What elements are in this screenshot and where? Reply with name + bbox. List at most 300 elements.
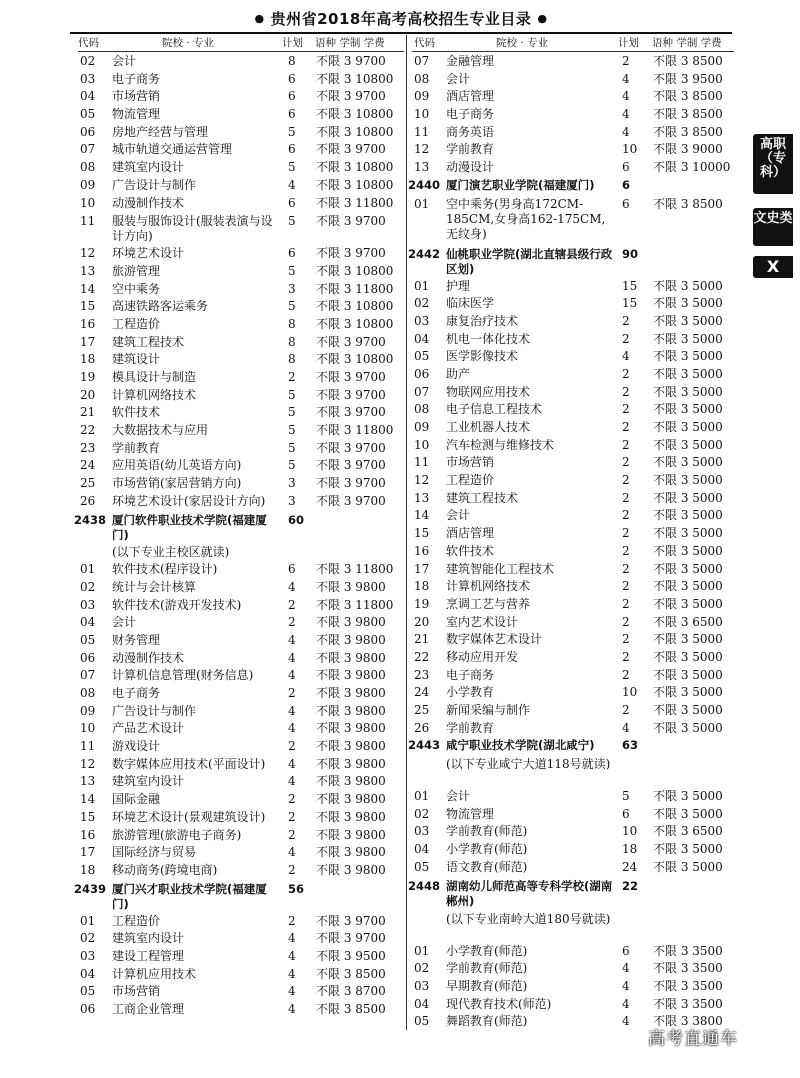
- name-cell: 建设工程管理: [112, 948, 185, 963]
- name-cell: 会计: [112, 54, 137, 68]
- info-cell: 不限 3 5000: [653, 859, 723, 874]
- name-cell: 电子商务: [112, 71, 161, 86]
- code-cell: 02: [414, 961, 430, 976]
- table-row: [412, 684, 734, 702]
- code-cell: 01: [414, 943, 430, 958]
- table-row: [78, 351, 404, 369]
- plan-cell: 4: [288, 756, 296, 771]
- table-row: [78, 440, 404, 458]
- code-cell: 03: [414, 978, 430, 993]
- info-cell: 不限 3 5000: [653, 667, 723, 682]
- info-cell: 不限 3 6500: [653, 824, 723, 839]
- info-cell: 不限 3 5000: [653, 561, 723, 576]
- name-cell: 移动商务(跨境电商): [112, 862, 218, 877]
- plan-cell: 4: [288, 650, 296, 665]
- code-cell: 16: [414, 543, 430, 558]
- info-cell: 不限 3 9500: [316, 948, 386, 963]
- table-row: [78, 387, 404, 405]
- name-cell: 电子商务: [112, 686, 161, 700]
- plan-cell: 8: [288, 54, 296, 68]
- code-cell: 01: [414, 789, 430, 804]
- plan-cell: 2: [622, 455, 630, 470]
- table-row: [412, 53, 734, 71]
- name-cell: 学前教育(师范): [446, 961, 528, 976]
- name-cell: 建筑室内设计: [112, 774, 185, 789]
- info-cell: 不限 3 11800: [316, 281, 394, 296]
- plan-cell: 4: [288, 632, 296, 647]
- table-row: [78, 124, 404, 142]
- name-cell: 工业机器人技术: [446, 420, 531, 434]
- code-cell: 05: [80, 632, 96, 647]
- info-cell: 不限 3 5000: [653, 313, 723, 328]
- plan-cell: 2: [622, 402, 630, 417]
- plan-cell: 2: [288, 862, 296, 877]
- plan-cell: 6: [288, 107, 296, 122]
- plan-cell: 10: [622, 824, 638, 839]
- plan-cell: 6: [288, 142, 296, 157]
- plan-cell: 2: [622, 366, 630, 381]
- plan-cell: 4: [288, 668, 296, 683]
- note-row: [412, 755, 734, 788]
- col-info-label: 语种 学制 学费: [315, 37, 385, 49]
- table-row: [78, 930, 404, 948]
- info-cell: 不限 3 5000: [653, 720, 723, 735]
- right-rows: [408, 53, 734, 1031]
- name-cell: 小学教育: [446, 685, 495, 700]
- name-cell: 厦门演艺职业学院(福建厦门): [446, 177, 595, 192]
- code-cell: 16: [80, 827, 96, 842]
- table-row: [78, 298, 404, 316]
- table-row: [412, 106, 734, 124]
- name-cell: 物流管理: [446, 806, 495, 821]
- code-cell: 08: [80, 160, 96, 175]
- info-cell: 不限 3 5000: [653, 789, 723, 804]
- code-cell: 10: [414, 437, 430, 452]
- info-cell: 不限 3 5000: [653, 490, 723, 505]
- info-cell: 不限 3 9800: [316, 739, 386, 754]
- plan-cell: 4: [622, 71, 630, 86]
- plan-cell: 2: [622, 632, 630, 647]
- school-row: [408, 737, 734, 755]
- code-cell: 01: [80, 562, 96, 577]
- code-cell: 18: [414, 579, 430, 594]
- table-row: [78, 913, 404, 931]
- table-row: [78, 632, 404, 650]
- info-cell: 不限 3 9800: [316, 721, 386, 736]
- table-row: [412, 823, 734, 841]
- info-cell: 不限 3 5000: [653, 473, 723, 488]
- name-cell: 现代教育技术(师范): [446, 996, 552, 1011]
- col-name-label: 院校 · 专业: [162, 37, 215, 49]
- name-cell: 应用英语(幼儿英语方向): [112, 458, 242, 473]
- plan-cell: 2: [622, 508, 630, 523]
- table-row: [78, 245, 404, 263]
- plan-cell: 4: [288, 948, 296, 963]
- plan-cell: 2: [622, 561, 630, 576]
- code-cell: 19: [80, 370, 96, 384]
- table-row: [412, 720, 734, 738]
- table-row: [78, 948, 404, 966]
- plan-cell: 4: [288, 721, 296, 736]
- name-cell: 模具设计与制造: [112, 370, 197, 384]
- plan-cell: 2: [622, 384, 630, 399]
- code-cell: 2438: [74, 512, 107, 527]
- code-cell: 08: [414, 71, 430, 86]
- table-row: [412, 159, 734, 177]
- code-cell: 05: [80, 984, 96, 999]
- table-row: [78, 827, 404, 845]
- table-row: [412, 649, 734, 667]
- table-row: [78, 1001, 404, 1019]
- info-cell: 不限 3 5000: [653, 579, 723, 594]
- table-row: [78, 809, 404, 827]
- name-cell: 空中乘务: [112, 281, 161, 296]
- name-cell: 数字媒体应用技术(平面设计): [112, 756, 266, 771]
- code-cell: 12: [414, 473, 430, 488]
- plan-cell: 15: [622, 278, 638, 293]
- table-row: [78, 720, 404, 738]
- info-cell: 不限 3 9800: [316, 703, 386, 718]
- name-cell: 软件技术(游戏开发技术): [112, 597, 242, 612]
- table-row: [412, 313, 734, 331]
- info-cell: 不限 3 5000: [653, 806, 723, 821]
- name-cell: 统计与会计核算: [112, 579, 197, 594]
- code-cell: 20: [80, 387, 96, 402]
- name-cell: 汽车检测与维修技术: [446, 437, 555, 452]
- info-cell: 不限 3 5000: [653, 402, 723, 417]
- plan-cell: 4: [288, 579, 296, 594]
- plan-cell: 2: [288, 913, 296, 928]
- col-plan-label: 计划: [282, 37, 303, 49]
- info-cell: 不限 3 5000: [653, 543, 723, 558]
- plan-cell: 6: [622, 196, 630, 211]
- bullet-left-icon: ●: [254, 12, 265, 25]
- tab-arts-history[interactable]: 文史类: [753, 208, 793, 246]
- name-cell: 环境艺术设计(家居设计方向): [112, 493, 266, 508]
- info-cell: 不限 3 9700: [316, 54, 386, 68]
- table-row: [412, 472, 734, 490]
- name-cell: 新闻采编与制作: [446, 703, 531, 717]
- table-row: [78, 791, 404, 809]
- table-row: [412, 841, 734, 859]
- info-cell: 不限 3 9800: [316, 632, 386, 647]
- name-cell: 电子商务: [446, 107, 495, 122]
- info-cell: 不限 3 9800: [316, 774, 386, 789]
- code-cell: 08: [80, 686, 96, 700]
- info-cell: 不限 3 10800: [316, 263, 394, 278]
- column-divider: [406, 35, 407, 1030]
- plan-cell: 6: [622, 943, 630, 958]
- name-cell: 语文教育(师范): [446, 859, 528, 874]
- school-row: [408, 877, 734, 910]
- name-cell: 建筑智能化工程技术: [446, 561, 555, 576]
- plan-cell: 2: [622, 331, 630, 346]
- code-cell: 25: [80, 476, 96, 491]
- table-row: [412, 614, 734, 632]
- table-row: [412, 278, 734, 296]
- left-column: [74, 35, 404, 1019]
- name-cell: 移动应用开发: [446, 649, 519, 664]
- table-row: [78, 579, 404, 597]
- code-cell: 12: [414, 142, 430, 157]
- info-cell: 不限 3 5000: [653, 842, 723, 857]
- name-cell: 国际经济与贸易: [112, 845, 197, 860]
- left-column-header: [78, 35, 404, 52]
- code-cell: 15: [414, 526, 430, 541]
- col-plan-label: 计划: [618, 37, 639, 49]
- plan-cell: 5: [288, 160, 296, 175]
- plan-cell: 4: [288, 984, 296, 999]
- plan-cell: 6: [288, 71, 296, 86]
- plan-cell: 4: [288, 774, 296, 789]
- code-cell: 04: [414, 996, 430, 1011]
- name-cell: (以下专业南岭大道180号就读): [446, 911, 611, 926]
- table-row: [412, 141, 734, 159]
- name-cell: 游戏设计: [112, 739, 161, 754]
- col-code-label: 代码: [78, 37, 99, 49]
- name-cell: 计算机信息管理(财务信息): [112, 668, 254, 683]
- table-row: [78, 983, 404, 1001]
- table-row: [78, 703, 404, 721]
- info-cell: 不限 3 9800: [316, 827, 386, 842]
- code-cell: 08: [414, 402, 430, 417]
- code-cell: 23: [414, 667, 430, 682]
- name-cell: 金融管理: [446, 54, 495, 68]
- name-cell: 服装与服饰设计(服装表演与设计方向): [112, 214, 273, 244]
- name-cell: 计算机网络技术: [112, 387, 197, 402]
- info-cell: 不限 3 9800: [316, 792, 386, 807]
- name-cell: (以下专业咸宁大道118号就读): [446, 757, 611, 772]
- name-cell: 早期教育(师范): [446, 978, 528, 993]
- name-cell: 小学教育(师范): [446, 943, 528, 958]
- info-cell: 不限 3 8500: [653, 54, 723, 68]
- code-cell: 11: [414, 455, 430, 470]
- table-row: [78, 561, 404, 579]
- info-cell: 不限 3 9000: [653, 142, 723, 157]
- table-row: [78, 844, 404, 862]
- name-cell: 建筑设计: [112, 352, 161, 367]
- code-cell: 10: [80, 195, 96, 210]
- code-cell: 26: [414, 720, 430, 735]
- name-cell: 计算机网络技术: [446, 579, 531, 594]
- name-cell: 旅游管理(旅游电子商务): [112, 827, 242, 842]
- code-cell: 04: [414, 331, 430, 346]
- plan-cell: 4: [622, 978, 630, 993]
- name-cell: 助产: [446, 366, 471, 381]
- table-row: [78, 71, 404, 89]
- name-cell: 大数据技术与应用: [112, 423, 209, 438]
- code-cell: 03: [80, 948, 96, 963]
- table-row: [78, 141, 404, 159]
- code-cell: 24: [80, 458, 96, 473]
- name-cell: 商务英语: [446, 124, 495, 139]
- right-column: [408, 35, 734, 1031]
- code-cell: 26: [80, 493, 96, 508]
- table-row: [412, 525, 734, 543]
- name-cell: 高速铁路客运乘务: [112, 299, 209, 314]
- name-cell: 学前教育: [446, 720, 495, 735]
- school-row: [408, 245, 734, 278]
- name-cell: 临床医学: [446, 296, 495, 311]
- plan-cell: 6: [622, 160, 630, 175]
- table-row: [412, 195, 734, 245]
- plan-cell: 5: [622, 789, 630, 804]
- plan-cell: 24: [622, 859, 638, 874]
- table-row: [412, 401, 734, 419]
- table-row: [78, 106, 404, 124]
- name-cell: 烹调工艺与营养: [446, 596, 531, 611]
- plan-cell: 2: [622, 526, 630, 541]
- table-row: [412, 490, 734, 508]
- table-row: [412, 578, 734, 596]
- tab-x[interactable]: X: [753, 256, 793, 278]
- code-cell: 13: [80, 774, 96, 789]
- code-cell: 17: [414, 561, 430, 576]
- name-cell: 酒店管理: [446, 89, 495, 104]
- name-cell: 环境艺术设计: [112, 246, 185, 261]
- table-row: [78, 493, 404, 511]
- code-cell: 03: [80, 71, 96, 86]
- name-cell: 建筑工程技术: [112, 334, 185, 349]
- info-cell: 不限 3 9700: [316, 246, 386, 261]
- plan-cell: 4: [622, 89, 630, 104]
- name-cell: 工程造价: [112, 913, 161, 928]
- code-cell: 03: [414, 824, 430, 839]
- plan-cell: 5: [288, 299, 296, 314]
- name-cell: 工程造价: [112, 316, 161, 331]
- plan-cell: 2: [288, 370, 296, 384]
- name-cell: 工商企业管理: [112, 1002, 185, 1016]
- info-cell: 不限 3 10800: [316, 107, 394, 122]
- plan-cell: 5: [288, 440, 296, 455]
- table-row: [412, 507, 734, 525]
- table-row: [78, 738, 404, 756]
- name-cell: 机电一体化技术: [446, 331, 531, 346]
- catalog-title: 贵州省2018年高考高校招生专业目录: [270, 10, 532, 28]
- code-cell: 06: [80, 650, 96, 665]
- code-cell: 01: [414, 278, 430, 293]
- code-cell: 07: [414, 384, 430, 399]
- plan-cell: 56: [288, 881, 305, 896]
- name-cell: 产品艺术设计: [112, 721, 185, 736]
- table-row: [78, 685, 404, 703]
- plan-cell: 15: [622, 296, 638, 311]
- code-cell: 18: [80, 862, 96, 877]
- table-row: [412, 978, 734, 996]
- note-row: [412, 910, 734, 943]
- col-code-label: 代码: [414, 37, 435, 49]
- plan-cell: 8: [288, 352, 296, 367]
- info-cell: 不限 3 5000: [653, 366, 723, 381]
- name-cell: 数字媒体艺术设计: [446, 632, 543, 647]
- name-cell: 计算机应用技术: [112, 966, 197, 981]
- info-cell: 不限 3 5000: [653, 437, 723, 452]
- code-cell: 06: [414, 366, 430, 381]
- info-cell: 不限 3 5000: [653, 278, 723, 293]
- plan-cell: 2: [622, 473, 630, 488]
- code-cell: 10: [414, 107, 430, 122]
- info-cell: 不限 3 9800: [316, 650, 386, 665]
- page-header: [70, 6, 732, 32]
- info-cell: 不限 3 5000: [653, 632, 723, 647]
- info-cell: 不限 3 9800: [316, 686, 386, 700]
- info-cell: 不限 3 10000: [653, 160, 731, 175]
- name-cell: 学前教育(师范): [446, 824, 528, 839]
- col-name-label: 院校 · 专业: [496, 37, 549, 49]
- code-cell: 05: [414, 859, 430, 874]
- table-row: [412, 454, 734, 472]
- info-cell: 不限 3 3500: [653, 943, 723, 958]
- table-row: [412, 331, 734, 349]
- name-cell: 小学教育(师范): [446, 842, 528, 857]
- code-cell: 09: [414, 89, 430, 104]
- watermark-text: 高考直通车: [648, 1029, 738, 1049]
- info-cell: 不限 3 5000: [653, 331, 723, 346]
- info-cell: 不限 3 9800: [316, 845, 386, 860]
- plan-cell: 3: [288, 476, 296, 491]
- plan-cell: 2: [288, 597, 296, 612]
- info-cell: 不限 3 10800: [316, 71, 394, 86]
- info-cell: 不限 3 5000: [653, 649, 723, 664]
- code-cell: 06: [80, 124, 96, 139]
- plan-cell: 2: [288, 809, 296, 824]
- code-cell: 04: [80, 89, 96, 104]
- info-cell: 不限 3 3800: [653, 1014, 723, 1029]
- plan-cell: 2: [622, 490, 630, 505]
- info-cell: 不限 3 5000: [653, 685, 723, 700]
- info-cell: 不限 3 5000: [653, 349, 723, 364]
- plan-cell: 5: [288, 423, 296, 438]
- info-cell: 不限 3 9700: [316, 334, 386, 349]
- name-cell: 市场营销: [112, 89, 161, 104]
- info-cell: 不限 3 9800: [316, 579, 386, 594]
- name-cell: 物流管理: [112, 107, 161, 122]
- info-cell: 不限 3 9800: [316, 809, 386, 824]
- name-cell: 仙桃职业学院(湖北直辖县级行政区划): [446, 246, 613, 276]
- info-cell: 不限 3 9500: [653, 71, 723, 86]
- plan-cell: 5: [288, 458, 296, 473]
- info-cell: 不限 3 3500: [653, 996, 723, 1011]
- bullet-right-icon: ●: [537, 12, 548, 25]
- col-info-label: 语种 学制 学费: [652, 37, 722, 49]
- info-cell: 不限 3 5000: [653, 508, 723, 523]
- note-row: [78, 544, 404, 562]
- table-row: [412, 561, 734, 579]
- info-cell: 不限 3 10800: [316, 316, 394, 331]
- plan-cell: 18: [622, 842, 638, 857]
- info-cell: 不限 3 5000: [653, 526, 723, 541]
- table-row: [412, 88, 734, 106]
- info-cell: 不限 3 6500: [653, 614, 723, 629]
- table-row: [412, 788, 734, 806]
- name-cell: 城市轨道交通运营管理: [112, 142, 233, 157]
- plan-cell: 10: [622, 685, 638, 700]
- info-cell: 不限 3 5000: [653, 596, 723, 611]
- plan-cell: 2: [622, 596, 630, 611]
- code-cell: 13: [80, 263, 96, 278]
- code-cell: 11: [414, 124, 430, 139]
- code-cell: 05: [414, 349, 430, 364]
- plan-cell: 4: [622, 720, 630, 735]
- info-cell: 不限 3 8500: [316, 966, 386, 981]
- info-cell: 不限 3 9700: [316, 458, 386, 473]
- info-cell: 不限 3 11800: [316, 423, 394, 438]
- table-row: [78, 597, 404, 615]
- table-row: [78, 862, 404, 880]
- tab-vocational[interactable]: 高职（专科）: [753, 134, 793, 194]
- name-cell: 市场营销: [112, 984, 161, 999]
- code-cell: 01: [414, 196, 430, 211]
